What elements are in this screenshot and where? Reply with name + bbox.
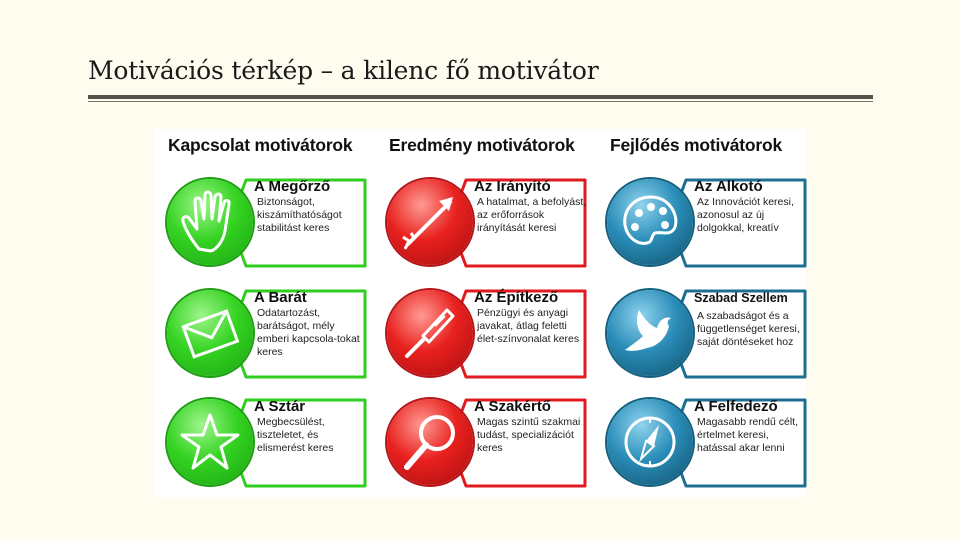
motivator-card-szabad-szellem [600,283,810,383]
title-rule-thick [88,95,873,99]
column-header-growth: Fejlődés motivátorok [610,135,783,155]
card-description: Odatartozást, barátságot, mély emberi kapcsola-tokat keres [257,307,360,358]
card-title: A Szakértő [474,398,551,415]
card-title: Az Alkotó [694,178,763,195]
motivator-card-szakerto [380,392,590,492]
star-icon [167,399,253,485]
column-header-result: Eredmény motivátorok [389,135,575,155]
arrow-icon [387,179,473,265]
card-description: Magas szintű szakmai tudást, specializációt keres [477,416,581,454]
motivator-card-felfedezo [600,392,810,492]
motivator-card-barat [160,283,370,383]
card-description: Magasabb rendű célt, értelmet keresi, hatással akar lenni [697,416,798,454]
motivator-card-epitkezo [380,283,590,383]
motivator-card-megorzo [160,172,370,272]
card-description: A hatalmat, a befolyást, az erőforrások irányítását keresi [477,196,587,234]
motivator-card-alkoto [600,172,810,272]
card-title: A Felfedező [694,398,778,415]
compass-icon [607,399,693,485]
card-description: Az Innovációt keresi, azonosul az új dolgokkal, kreatív [697,196,794,234]
trowel-icon [387,290,473,376]
magnifier-icon [387,399,473,485]
dove-icon [607,290,693,376]
card-title: Az Irányító [474,178,551,195]
motivator-card-iranyito [380,172,590,272]
card-title: Szabad Szellem [694,291,788,305]
slide-title: Motivációs térkép – a kilenc fő motivátor [88,56,599,85]
motivator-card-sztar [160,392,370,492]
envelope-icon [167,290,253,376]
card-title: Az Építkező [474,289,559,306]
card-title: A Sztár [254,398,306,415]
card-title: A Megőrző [254,178,331,195]
card-description: Biztonságot, kiszámíthatóságot stabilitást keres [257,196,342,234]
palette-icon [607,179,693,265]
title-rule-thin [88,101,873,102]
card-title: A Barát [254,289,307,306]
hand-icon [167,179,253,265]
column-header-connection: Kapcsolat motivátorok [168,135,353,155]
card-description: Megbecsülést, tiszteletet, és elismerést keres [257,416,334,454]
card-description: A szabadságot és a függetlenséget keresi, saját döntéseket hoz [697,310,800,348]
card-description: Pénzügyi és anyagi javakat, átlag feletti élet-színvonalat keres [477,307,580,345]
